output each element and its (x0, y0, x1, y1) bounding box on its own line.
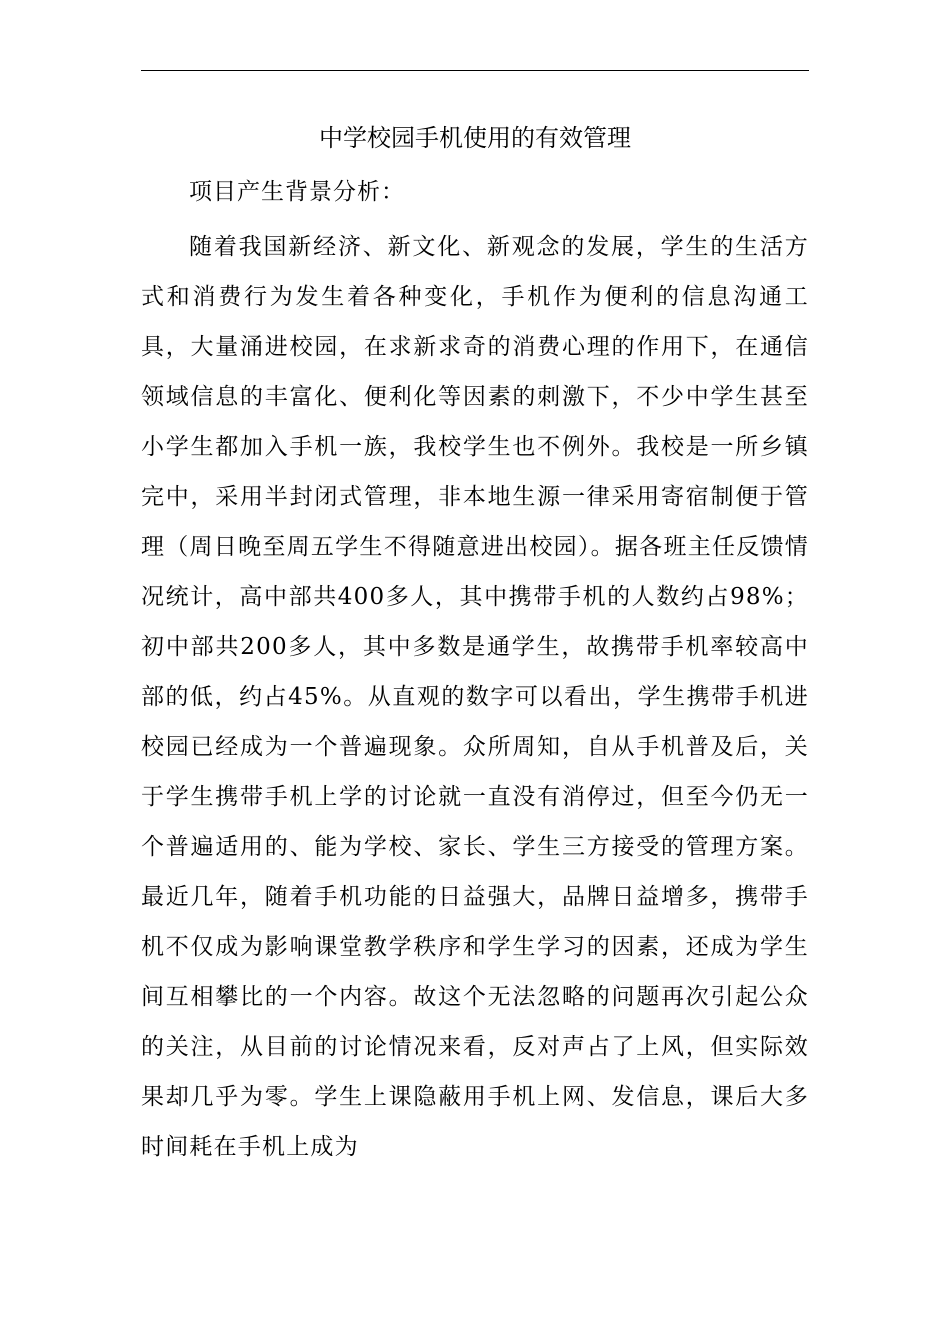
header-rule (141, 70, 809, 71)
body-paragraph: 随着我国新经济、新文化、新观念的发展，学生的生活方式和消费行为发生着各种变化，手机作为便利的信息沟通工具，大量涌进校园，在求新求奇的消费心理的作用下，在通信领域信息的丰富化、便利化等因素的刺激下，不少中学生甚至小学生都加入手机一族，我校学生也不例外。我校是一所乡镇完中，采用半封闭式管理，非本地生源一律采用寄宿制便于管理（周日晚至周五学生不得随意进出校园）。据各班主任反馈情况统计，高中部共400多人，其中携带手机的人数约占98%；初中部共200多人，其中多数是通学生，故携带手机率较高中部的低，约占45%。从直观的数字可以看出，学生携带手机进校园已经成为一个普遍现象。众所周知，自从手机普及后，关于学生携带手机上学的讨论就一直没有消停过，但至今仍无一个普遍适用的、能为学校、家长、学生三方接受的管理方案。最近几年，随着手机功能的日益强大，品牌日益增多，携带手机不仅成为影响课堂教学秩序和学生学习的因素，还成为学生间互相攀比的一个内容。故这个无法忽略的问题再次引起公众的关注，从目前的讨论情况来看，反对声占了上风，但实际效果却几乎为零。学生上课隐蔽用手机上网、发信息，课后大多时间耗在手机上成为 (141, 234, 809, 1160)
document-title: 中学校园手机使用的有效管理 (319, 124, 631, 152)
section-label: 项目产生背景分析： (189, 179, 405, 205)
